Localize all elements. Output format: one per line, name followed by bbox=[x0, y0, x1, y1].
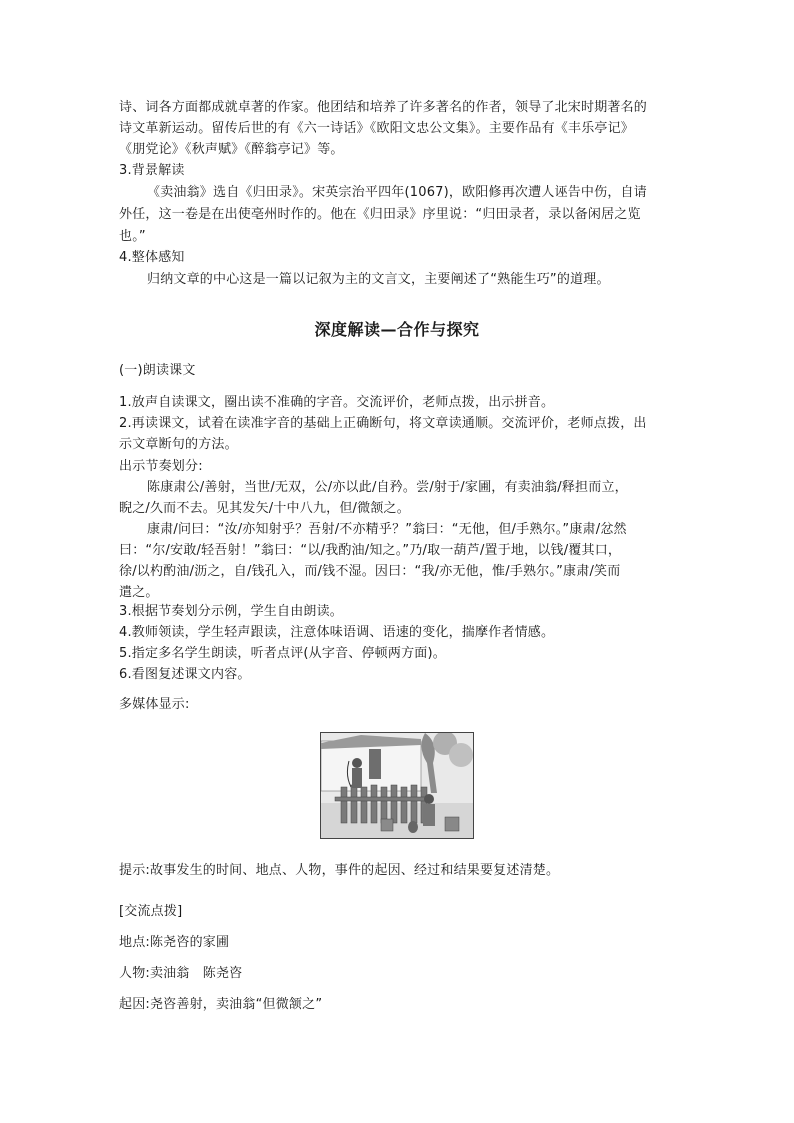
step-2-line-1: 2.再读课文，试着在读准字音的基础上正确断句，将文章读通顺。交流评价，老师点拨，出 bbox=[119, 416, 647, 431]
intro-line-1: 诗、词各方面都成就卓著的作家。他团结和培养了许多著名的作者，领导了北宋时期著名的 bbox=[119, 100, 648, 115]
multimedia-label: 多媒体显示: bbox=[119, 697, 190, 712]
section-title: 深度解读—合作与探究 bbox=[314, 320, 480, 339]
subsection-heading: (一)朗读课文 bbox=[119, 363, 196, 378]
cause-line: 起因:尧咨善射，卖油翁“但微颔之” bbox=[119, 997, 323, 1012]
step-2-line-2: 示文章断句的方法。 bbox=[119, 437, 238, 452]
step-5: 5.指定多名学生朗读，听者点评(从字音、停顿两方面)。 bbox=[119, 646, 446, 661]
rhythm-p1-line-1: 陈康肃公/善射，当世/无双，公/亦以此/自矜。尝/射于/家圃，有卖油翁/释担而立， bbox=[147, 480, 628, 495]
rhythm-p2-line-1: 康肃/问曰：“汝/亦知射乎？吾射/不亦精乎？”翁曰：“无他，但/手熟尔。”康肃/忿然 bbox=[147, 522, 627, 537]
step-3: 3.根据节奏划分示例，学生自由朗读。 bbox=[119, 604, 344, 619]
intro-line-2: 诗文革新运动。留传后世的有《六一诗话》《欧阳文忠公文集》。主要作品有《丰乐亭记》 bbox=[119, 121, 635, 136]
place-line: 地点:陈尧咨的家圃 bbox=[119, 935, 230, 950]
rhythm-p2-line-2: 曰：“尔/安敢/轻吾射！”翁曰：“以/我酌油/知之。”乃/取一葫芦/置于地，以钱/覆其口， bbox=[119, 543, 622, 558]
rhythm-label: 出示节奏划分: bbox=[119, 459, 203, 474]
oil-seller-scene-image bbox=[321, 733, 473, 838]
intro-line-3: 《朋党论》《秋声赋》《醉翁亭记》等。 bbox=[119, 142, 344, 157]
step-1: 1.放声自读课文，圈出读不准确的字音。交流评价，老师点拨，出示拼音。 bbox=[119, 395, 555, 410]
rhythm-p1-line-2: 睨之/久而不去。见其发矢/十中八九，但/微颔之。 bbox=[119, 501, 410, 516]
story-illustration bbox=[320, 732, 474, 839]
background-line-2: 外任，这一卷是在出使亳州时作的。他在《归田录》序里说：“归田录者，录以备闲居之览 bbox=[119, 207, 641, 222]
background-heading: 3.背景解读 bbox=[119, 163, 185, 178]
background-line-1: 《卖油翁》选自《归田录》。宋英宗治平四年(1067)，欧阳修再次遭人诬告中伤，自请 bbox=[147, 185, 647, 200]
people-line: 人物:卖油翁 陈尧咨 bbox=[119, 966, 243, 981]
rhythm-p2-line-4: 遣之。 bbox=[119, 585, 159, 600]
exchange-label: [交流点拨] bbox=[119, 904, 183, 919]
overall-heading: 4.整体感知 bbox=[119, 250, 185, 265]
background-line-3: 也。” bbox=[119, 229, 146, 244]
overall-line: 归纳文章的中心这是一篇以记叙为主的文言文，主要阐述了“熟能生巧”的道理。 bbox=[147, 272, 610, 287]
step-6: 6.看图复述课文内容。 bbox=[119, 667, 251, 682]
hint-text: 提示:故事发生的时间、地点、人物，事件的起因、经过和结果要复述清楚。 bbox=[119, 863, 560, 878]
step-4: 4.教师领读，学生轻声跟读，注意体味语调、语速的变化，揣摩作者情感。 bbox=[119, 625, 555, 640]
rhythm-p2-line-3: 徐/以杓酌油/沥之，自/钱孔入，而/钱不湿。因曰：“我/亦无他，惟/手熟尔。”康肃/笑而 bbox=[119, 564, 621, 579]
